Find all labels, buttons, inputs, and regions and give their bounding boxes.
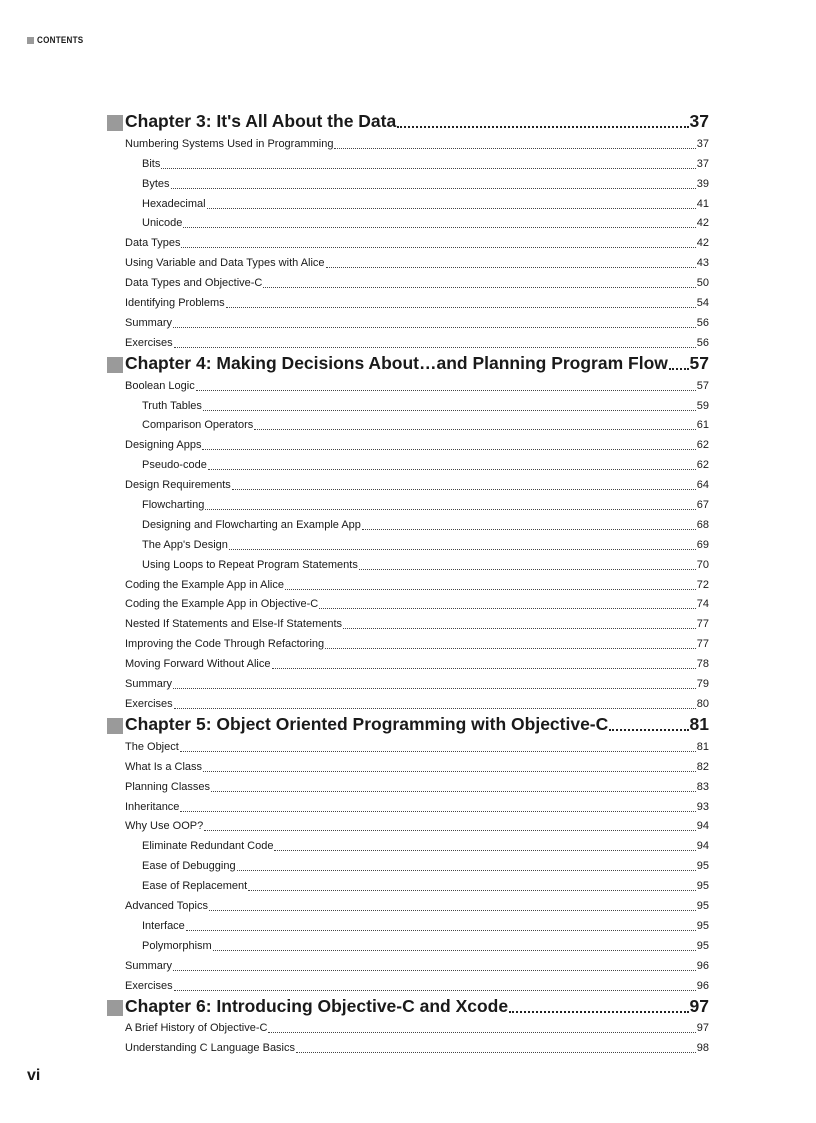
dot-leader [229, 548, 696, 550]
toc-entry-row[interactable] [107, 754, 709, 774]
dot-leader [325, 647, 696, 649]
toc-page-number: 54 [696, 297, 709, 310]
toc-page-number: 96 [696, 979, 709, 992]
toc-page-number: 97 [689, 995, 709, 1016]
toc-entry-row[interactable] [107, 330, 709, 350]
toc-page-number: 62 [696, 459, 709, 472]
dot-leader [362, 528, 696, 530]
toc-page-number: 82 [696, 760, 709, 773]
toc-entry-row[interactable] [107, 774, 709, 794]
toc-page-number: 39 [696, 177, 709, 190]
dot-leader [209, 909, 696, 911]
toc-label: Unicode [142, 217, 183, 230]
dot-leader [208, 468, 696, 470]
toc-page-number: 41 [696, 197, 709, 210]
dot-leader [203, 409, 696, 411]
toc-label: Eliminate Redundant Code [142, 840, 274, 853]
toc-subentry-row[interactable] [107, 933, 709, 953]
toc-page-number: 79 [696, 678, 709, 691]
dot-leader [196, 389, 696, 391]
toc-entry-row[interactable] [107, 794, 709, 814]
toc-subentry-row[interactable] [107, 833, 709, 853]
toc-page-number: 94 [696, 840, 709, 853]
toc-page-number: 81 [696, 740, 709, 753]
toc-label: Planning Classes [125, 780, 210, 793]
dot-leader [174, 989, 696, 991]
dot-leader [180, 810, 695, 812]
dot-leader [397, 125, 688, 128]
toc-page-number: 81 [689, 713, 709, 734]
toc-page-number: 94 [696, 820, 709, 833]
dot-leader [237, 869, 696, 871]
toc-label: Boolean Logic [125, 379, 195, 392]
dot-leader [205, 508, 695, 510]
header-title: CONTENTS [37, 34, 84, 46]
toc-label: Hexadecimal [142, 197, 206, 210]
toc-chapter-row[interactable] [107, 711, 709, 734]
toc-label: Summary [125, 959, 173, 972]
toc-label: Chapter 5: Object Oriented Programming with Objective-C [125, 713, 609, 734]
toc-label: The App's Design [142, 538, 228, 551]
dot-leader [343, 627, 696, 629]
toc-label: Ease of Replacement [142, 880, 248, 893]
toc-page-number: 68 [696, 518, 709, 531]
toc-label: Coding the Example App in Objective-C [125, 598, 319, 611]
toc-page-number: 97 [696, 1022, 709, 1035]
toc-subentry-row[interactable] [107, 151, 709, 171]
chapter-marker-icon [107, 1000, 123, 1016]
toc-label: Flowcharting [142, 499, 205, 512]
toc-chapter-row[interactable] [107, 350, 709, 373]
toc-entry-row[interactable] [107, 432, 709, 452]
dot-leader [254, 428, 695, 430]
toc-page-number: 67 [696, 499, 709, 512]
dot-leader [359, 568, 696, 570]
toc-label: Inheritance [125, 800, 180, 813]
toc-page-number: 77 [696, 618, 709, 631]
toc-entry-row[interactable] [107, 953, 709, 973]
toc-page-number: 37 [689, 111, 709, 131]
toc-label: Interface [142, 919, 185, 932]
toc-page-number: 93 [696, 800, 709, 813]
dot-leader [203, 770, 696, 772]
toc-page-number: 61 [696, 419, 709, 432]
dot-leader [272, 667, 696, 669]
toc-label: Why Use OOP? [125, 820, 204, 833]
dot-leader [268, 1031, 695, 1033]
toc-label: Designing and Flowcharting an Example App [142, 518, 361, 531]
toc-page-number: 78 [696, 658, 709, 671]
table-of-contents [107, 108, 709, 1055]
toc-entry-row[interactable] [107, 572, 709, 592]
dot-leader [263, 286, 695, 288]
toc-page-number: 96 [696, 959, 709, 972]
toc-page-number: 57 [689, 352, 709, 373]
toc-label: Moving Forward Without Alice [125, 658, 271, 671]
toc-entry-row[interactable] [107, 373, 709, 393]
toc-label: Comparison Operators [142, 419, 254, 432]
dot-leader [334, 147, 695, 149]
dot-leader [274, 849, 695, 851]
toc-subentry-row[interactable] [107, 191, 709, 211]
chapter-marker-icon [107, 115, 123, 131]
toc-label: A Brief History of Objective-C [125, 1022, 268, 1035]
dot-leader [213, 949, 696, 951]
dot-leader [173, 687, 696, 689]
toc-page-number: 56 [696, 316, 709, 329]
toc-page-number: 37 [696, 137, 709, 150]
toc-label: Identifying Problems [125, 297, 225, 310]
toc-label: Improving the Code Through Refactoring [125, 638, 325, 651]
toc-page-number: 83 [696, 780, 709, 793]
toc-subentry-row[interactable] [107, 913, 709, 933]
toc-subentry-row[interactable] [107, 532, 709, 552]
toc-label: Summary [125, 678, 173, 691]
toc-entry-row[interactable] [107, 671, 709, 691]
dot-leader [204, 829, 696, 831]
dot-leader [609, 728, 688, 731]
toc-entry-row[interactable] [107, 1035, 709, 1055]
dot-leader [174, 346, 696, 348]
toc-label: Chapter 4: Making Decisions About…and Planning Program Flow [125, 352, 668, 373]
dot-leader [173, 969, 696, 971]
toc-page-number: 62 [696, 439, 709, 452]
toc-subentry-row[interactable] [107, 492, 709, 512]
toc-page-number: 70 [696, 558, 709, 571]
toc-entry-row[interactable] [107, 631, 709, 651]
toc-entry-row[interactable] [107, 230, 709, 250]
toc-page-number: 42 [696, 217, 709, 230]
toc-page-number: 37 [696, 157, 709, 170]
toc-page-number: 57 [696, 379, 709, 392]
dot-leader [319, 607, 696, 609]
toc-entry-row[interactable] [107, 734, 709, 754]
toc-label: Design Requirements [125, 479, 231, 492]
toc-page-number: 98 [696, 1042, 709, 1055]
toc-label: Exercises [125, 979, 173, 992]
toc-page-number: 77 [696, 638, 709, 651]
dot-leader [173, 326, 696, 328]
toc-label: The Object [125, 740, 179, 753]
dot-leader [174, 707, 696, 709]
dot-leader [183, 226, 695, 228]
chapter-marker-icon [107, 357, 123, 373]
toc-page-number: 95 [696, 899, 709, 912]
toc-label: Understanding C Language Basics [125, 1042, 296, 1055]
toc-label: Polymorphism [142, 939, 212, 952]
dot-leader [232, 488, 696, 490]
toc-chapter-row[interactable] [107, 993, 709, 1016]
dot-leader [226, 306, 696, 308]
toc-label: Using Variable and Data Types with Alice [125, 257, 325, 270]
toc-chapter-row[interactable] [107, 108, 709, 131]
toc-entry-row[interactable] [107, 131, 709, 151]
toc-label: Bytes [142, 177, 170, 190]
toc-subentry-row[interactable] [107, 873, 709, 893]
toc-page-number: 95 [696, 860, 709, 873]
dot-leader [202, 448, 695, 450]
header-square-icon [27, 37, 34, 44]
toc-subentry-row[interactable] [107, 552, 709, 572]
toc-label: Data Types [125, 237, 181, 250]
dot-leader [171, 187, 696, 189]
toc-page-number: 59 [696, 399, 709, 412]
dot-leader [669, 367, 689, 370]
toc-entry-row[interactable] [107, 290, 709, 310]
toc-label: Ease of Debugging [142, 860, 236, 873]
dot-leader [296, 1051, 696, 1053]
dot-leader [207, 207, 696, 209]
toc-page-number: 64 [696, 479, 709, 492]
page-number: vi [27, 1067, 41, 1084]
toc-label: Nested If Statements and Else-If Statements [125, 618, 343, 631]
toc-page-number: 95 [696, 939, 709, 952]
toc-entry-row[interactable] [107, 250, 709, 270]
dot-leader [509, 1010, 688, 1013]
toc-entry-row[interactable] [107, 973, 709, 993]
toc-label: Pseudo-code [142, 459, 207, 472]
page-header [27, 34, 92, 46]
toc-entry-row[interactable] [107, 611, 709, 631]
toc-label: Exercises [125, 336, 173, 349]
toc-page-number: 80 [696, 697, 709, 710]
toc-label: Data Types and Objective-C [125, 277, 263, 290]
toc-page-number: 72 [696, 578, 709, 591]
toc-label: Truth Tables [142, 399, 202, 412]
toc-subentry-row[interactable] [107, 452, 709, 472]
toc-label: Coding the Example App in Alice [125, 578, 284, 591]
toc-entry-row[interactable] [107, 270, 709, 290]
toc-label: Exercises [125, 697, 173, 710]
toc-entry-row[interactable] [107, 592, 709, 612]
chapter-marker-icon [107, 718, 123, 734]
dot-leader [180, 750, 696, 752]
toc-page-number: 50 [696, 277, 709, 290]
toc-subentry-row[interactable] [107, 853, 709, 873]
dot-leader [211, 790, 696, 792]
toc-entry-row[interactable] [107, 893, 709, 913]
toc-entry-row[interactable] [107, 814, 709, 834]
dot-leader [161, 167, 695, 169]
toc-entry-row[interactable] [107, 651, 709, 671]
toc-entry-row[interactable] [107, 472, 709, 492]
toc-label: Summary [125, 316, 173, 329]
dot-leader [181, 246, 695, 248]
dot-leader [326, 266, 696, 268]
toc-label: Numbering Systems Used in Programming [125, 137, 334, 150]
toc-label: Chapter 3: It's All About the Data [125, 111, 397, 131]
toc-label: Bits [142, 157, 161, 170]
toc-label: Advanced Topics [125, 899, 208, 912]
dot-leader [248, 889, 696, 891]
toc-label: Chapter 6: Introducing Objective-C and Xcode [125, 995, 509, 1016]
toc-subentry-row[interactable] [107, 512, 709, 532]
toc-entry-row[interactable] [107, 691, 709, 711]
toc-subentry-row[interactable] [107, 413, 709, 433]
toc-subentry-row[interactable] [107, 171, 709, 191]
toc-page-number: 42 [696, 237, 709, 250]
dot-leader [186, 929, 696, 931]
toc-page-number: 95 [696, 880, 709, 893]
toc-entry-row[interactable] [107, 310, 709, 330]
toc-subentry-row[interactable] [107, 211, 709, 231]
toc-label: Using Loops to Repeat Program Statements [142, 558, 358, 571]
toc-page-number: 95 [696, 919, 709, 932]
toc-page-number: 69 [696, 538, 709, 551]
toc-page-number: 74 [696, 598, 709, 611]
toc-subentry-row[interactable] [107, 393, 709, 413]
toc-entry-row[interactable] [107, 1016, 709, 1036]
toc-label: Designing Apps [125, 439, 202, 452]
toc-label: What Is a Class [125, 760, 203, 773]
dot-leader [285, 588, 696, 590]
toc-page-number: 56 [696, 336, 709, 349]
toc-page-number: 43 [696, 257, 709, 270]
